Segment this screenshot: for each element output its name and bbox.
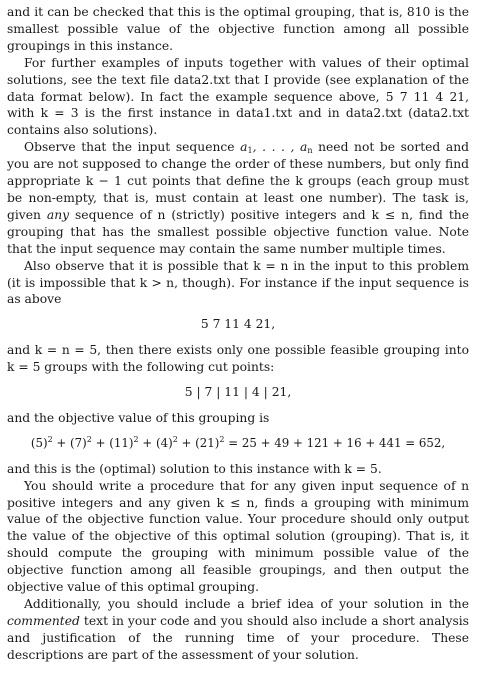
paragraph-optimal-solution: and this is the (optimal) solution to this instance with k = 5. (7, 461, 382, 476)
paragraph-k-equals-n: Also observe that it is possible that k = n in the input to this problem (it is impossible that k > n, though). For instance if the input sequence is as above (7, 258, 469, 307)
math-ellipsis: , . . . , a (252, 140, 308, 155)
math-a: a (240, 140, 248, 155)
formula-term: + (21) (177, 435, 220, 450)
formula-term: (5) (30, 435, 48, 450)
formula-exponent: 2 (47, 434, 53, 444)
math-subscript: 1 (247, 146, 253, 156)
paragraph-feasible-grouping: and k = n = 5, then there exists only one possible feasible grouping into k = 5 groups with the following cut points: (7, 343, 469, 375)
formula-term: + (7) (52, 435, 87, 450)
formula-term: + (4) (138, 435, 173, 450)
formula-exponent: 2 (172, 434, 178, 444)
formula-term: + (11) (91, 435, 134, 450)
text-run: sequence of n (strictly) positive integers and k ≤ n, find the grouping that has the smallest possible objective function value. Note that the input sequence may contain the same number multiple times. (7, 207, 469, 256)
text-run: need not be sorted and you are not supposed to change the order of these numbers, but only find appropriate k − 1 cut points that define the k groups (each group must be non-empty, that is, must contain at least one number). The task is, given (7, 140, 469, 222)
paragraph-further-examples: For further examples of inputs together with values of their optimal solutions, see the text file data2.txt that I provide (see explanation of the data format below). In fact the example sequence above, 5 7 11 4 21, with k = 3 is the first instance in data1.txt and in data2.txt (data2.txt contains also solutions). (7, 55, 469, 138)
formula-exponent: 2 (133, 434, 139, 444)
paragraph-optimal-grouping: and it can be checked that this is the optimal grouping, that is, 810 is the smallest possible value of the objective function among all possible groupings in this instance. (7, 5, 469, 53)
paragraph-objective-value: and the objective value of this grouping is (7, 410, 270, 425)
formula-exponent: 2 (86, 434, 92, 444)
text-run: text in your code and you should also include a short analysis and justification of the running time of your procedure. These descriptions are part of the assessment of your solution. (7, 613, 469, 662)
emphasis-any: any (46, 207, 70, 222)
text-run: Additionally, you should include a brief idea of your solution in the (24, 597, 469, 611)
formula-result: = 25 + 49 + 121 + 16 + 441 = 652, (224, 435, 446, 450)
display-sequence: 5 7 11 4 21, (200, 317, 276, 332)
paragraph-additional-requirements (7, 596, 469, 664)
paragraph-write-procedure: You should write a procedure that for any given input sequence of n positive integers and any given k ≤ n, finds a grouping with minimum value of the objective function value. Your procedure should only output the value of the objective of this optimal solution (grouping). That is, it should compute the grouping with minimum possible value of the objective function among all feasible groupings, and then output the objective value of this optimal grouping. (7, 478, 469, 595)
emphasis-commented: commented (7, 613, 80, 628)
formula-exponent: 2 (219, 434, 225, 444)
math-subscript: n (307, 146, 313, 156)
text-run: Observe that the input sequence (24, 140, 241, 155)
display-cut-points: 5 | 7 | 11 | 4 | 21, (184, 385, 292, 400)
display-objective-formula (7, 435, 469, 452)
paragraph-input-sequence (7, 139, 469, 257)
